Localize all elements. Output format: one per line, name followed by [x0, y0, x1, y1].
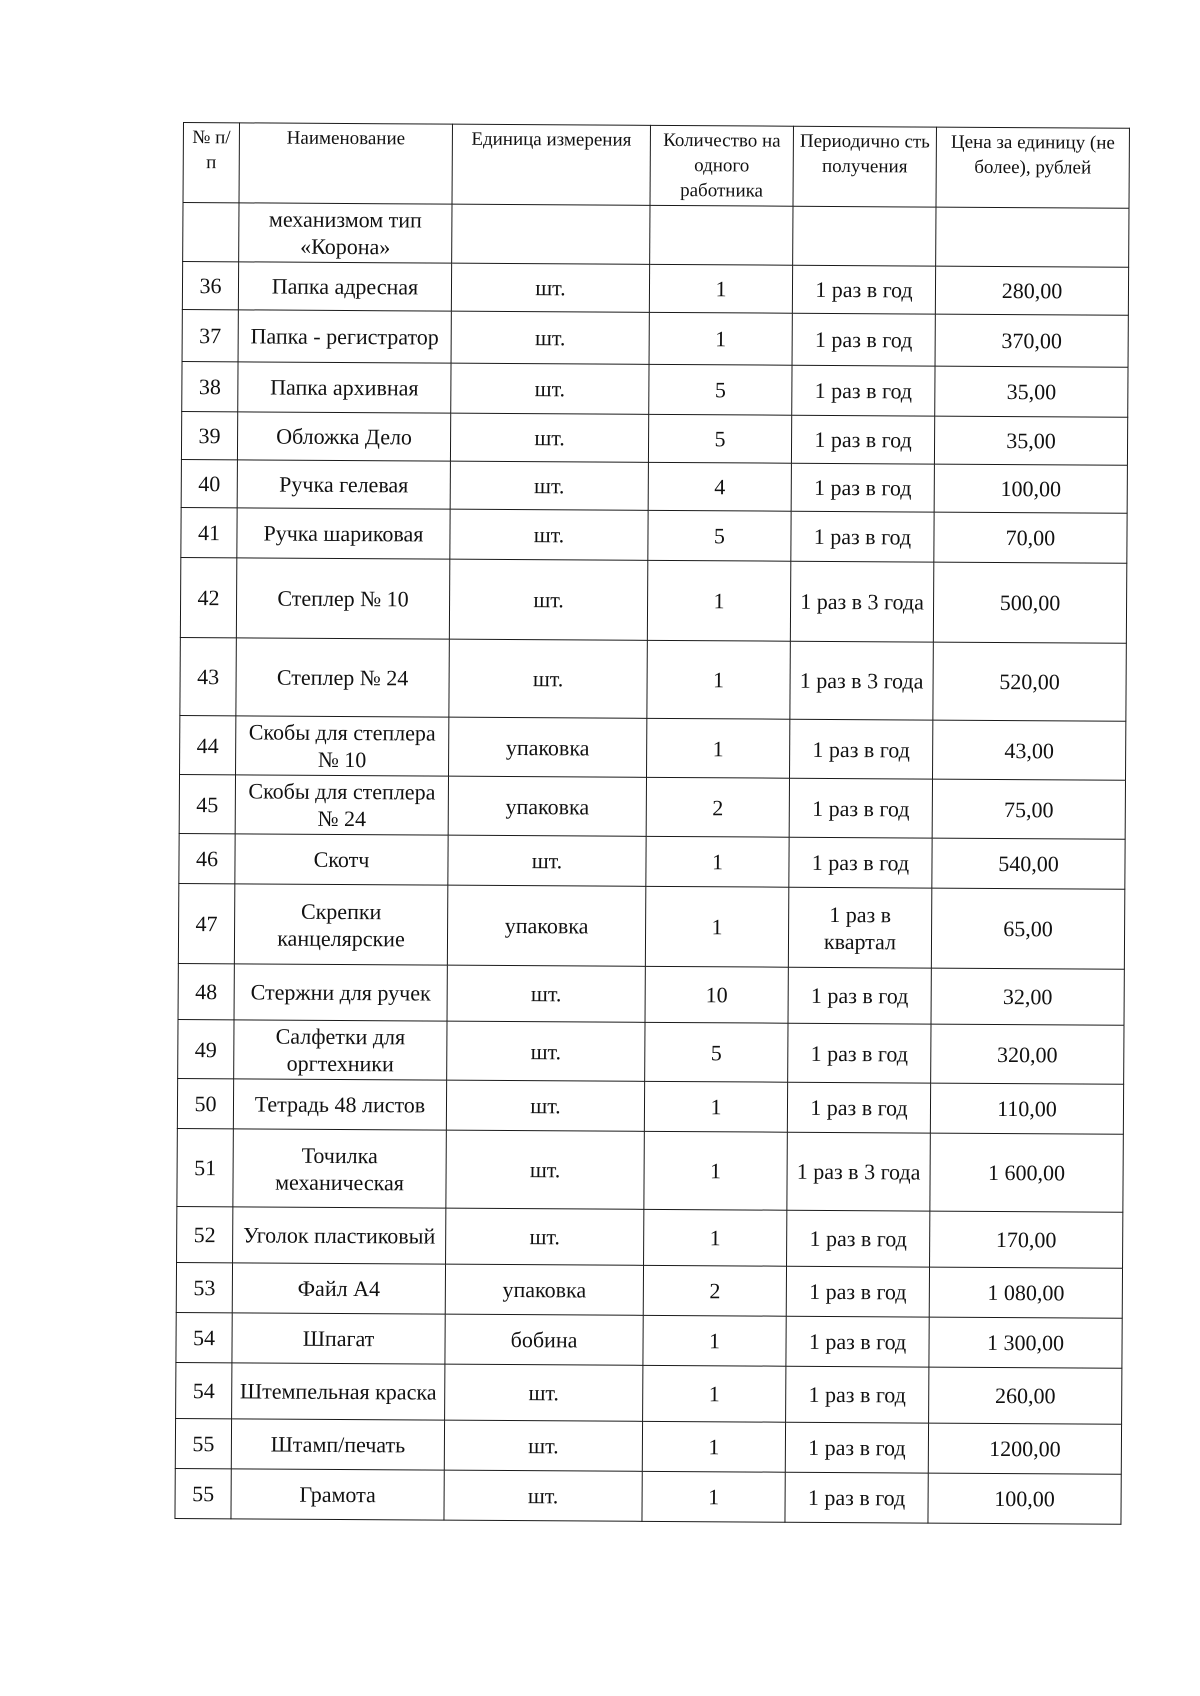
cell-unit: шт. — [446, 1080, 644, 1131]
cell-name: Ручка гелевая — [237, 460, 450, 509]
cell-qty: 5 — [645, 1022, 788, 1082]
table-row — [179, 833, 1125, 889]
table-row — [176, 1262, 1122, 1318]
cell-num: 48 — [178, 963, 234, 1019]
cell-name: Скрепки канцелярские — [234, 884, 447, 965]
cell-name: Стержни для ручек — [234, 964, 447, 1021]
cell-unit: шт. — [450, 461, 648, 510]
cell-name: Салфетки для оргтехники — [234, 1020, 447, 1080]
table-row — [179, 774, 1125, 839]
cell-qty: 1 — [647, 640, 790, 719]
cell-unit: шт. — [449, 559, 647, 640]
cell-unit: упаковка — [447, 885, 645, 966]
cell-name: Степлер № 24 — [236, 638, 449, 717]
cell-unit: шт. — [449, 639, 647, 718]
cell-period: 1 раз в год — [786, 1316, 929, 1367]
header-period: Периодично сть получения — [793, 126, 936, 207]
cell-price: 35,00 — [935, 366, 1128, 417]
cell-qty: 5 — [649, 364, 792, 415]
cell-price: 110,00 — [930, 1083, 1123, 1134]
table-row — [176, 1362, 1122, 1424]
cell-price: 32,00 — [931, 968, 1124, 1025]
cell-period: 1 раз в год — [788, 967, 931, 1024]
table-row — [177, 1128, 1123, 1212]
cell-period: 1 раз в 3 года — [787, 1132, 930, 1211]
cell-period: 1 раз в год — [790, 719, 933, 779]
cell-name: Шпагат — [232, 1313, 445, 1364]
table-row — [182, 309, 1128, 367]
cell-num: 55 — [175, 1418, 231, 1468]
cell-unit: упаковка — [449, 717, 647, 777]
continuation-row — [183, 203, 1129, 268]
cell-period: 1 раз в год — [792, 365, 935, 416]
cell-price: 320,00 — [931, 1024, 1124, 1084]
cell-price: 75,00 — [932, 779, 1125, 839]
table-row — [180, 557, 1126, 643]
cell-unit: шт. — [451, 311, 649, 364]
table-row — [181, 411, 1127, 465]
cell-period: 1 раз в год — [786, 1266, 929, 1317]
cell-num: 49 — [178, 1019, 234, 1078]
cell-qty: 5 — [648, 414, 791, 463]
cell-unit: шт. — [450, 413, 648, 462]
cell-qty: 1 — [642, 1471, 785, 1522]
cell-qty: 2 — [646, 777, 789, 837]
cell-num: 37 — [182, 309, 238, 361]
cell-qty: 1 — [642, 1421, 785, 1472]
cell-qty: 1 — [649, 264, 792, 313]
cell-qty: 1 — [646, 836, 789, 887]
cell-unit: шт. — [444, 1470, 642, 1521]
cell-period: 1 раз в год — [789, 778, 932, 838]
cell-period: 1 раз в год — [791, 415, 934, 464]
cell-unit: шт. — [444, 1420, 642, 1471]
cell-name: Точилка механическая — [233, 1129, 446, 1208]
cell-qty: 1 — [644, 1081, 787, 1132]
cell-qty: 1 — [643, 1365, 786, 1422]
cell-unit: шт. — [446, 1208, 644, 1265]
cell-period: 1 раз в год — [786, 1366, 929, 1423]
cell-qty: 2 — [643, 1265, 786, 1316]
table-row — [175, 1468, 1121, 1524]
cell-name: Файл А4 — [232, 1263, 445, 1314]
table-row — [182, 262, 1128, 316]
cell-unit: упаковка — [448, 776, 646, 836]
cell-name: Папка - регистратор — [238, 310, 451, 363]
cell-price: 70,00 — [934, 512, 1127, 563]
cell-period: 1 раз в год — [785, 1422, 928, 1473]
cell-unit: шт. — [451, 263, 649, 312]
cell-price: 520,00 — [933, 642, 1126, 721]
cell-num: 41 — [181, 507, 237, 557]
table-row — [178, 963, 1124, 1025]
table-row — [176, 1312, 1122, 1368]
cell-unit: шт. — [451, 363, 649, 414]
cell-num: 40 — [181, 459, 237, 507]
cell-price: 1 600,00 — [930, 1133, 1123, 1212]
cell-name: Скобы для степлера № 24 — [235, 775, 448, 835]
cell-period — [793, 206, 936, 266]
cell-price — [936, 207, 1129, 267]
table-row — [178, 883, 1124, 969]
cell-name: Уголок пластиковый — [233, 1207, 446, 1264]
cell-num: 53 — [176, 1262, 232, 1312]
cell-period: 1 раз в год — [787, 1210, 930, 1267]
cell-num: 43 — [180, 637, 236, 715]
cell-price: 100,00 — [934, 464, 1127, 513]
cell-qty: 10 — [645, 966, 788, 1023]
cell-qty: 1 — [647, 718, 790, 778]
table-row — [177, 1206, 1123, 1268]
cell-name: Скотч — [235, 834, 448, 885]
cell-name: Штамп/печать — [231, 1419, 444, 1470]
cell-num: 39 — [181, 411, 237, 459]
cell-num: 45 — [179, 774, 235, 833]
cell-unit: упаковка — [445, 1264, 643, 1315]
cell-unit: шт. — [445, 1364, 643, 1421]
cell-qty: 1 — [643, 1315, 786, 1366]
cell-unit: бобина — [445, 1314, 643, 1365]
cell-num: 54 — [176, 1362, 232, 1418]
cell-period: 1 раз в год — [785, 1472, 928, 1523]
cell-period: 1 раз в год — [791, 463, 934, 512]
cell-qty: 1 — [644, 1131, 787, 1210]
cell-price: 1 080,00 — [929, 1267, 1122, 1318]
cell-qty: 1 — [644, 1209, 787, 1266]
table-row — [178, 1019, 1124, 1084]
table-row — [181, 507, 1127, 563]
cell-num: 38 — [182, 361, 238, 411]
cell-price: 370,00 — [935, 314, 1128, 367]
cell-name: Грамота — [231, 1469, 444, 1520]
cell-num: 47 — [178, 883, 234, 963]
cell-qty: 5 — [648, 510, 791, 561]
header-num: № п/п — [183, 123, 239, 203]
cell-price: 500,00 — [933, 562, 1126, 643]
cell-period: 1 раз в квартал — [788, 887, 931, 968]
cell-unit — [452, 204, 650, 264]
cell-num: 54 — [176, 1312, 232, 1362]
cell-num: 51 — [177, 1128, 233, 1206]
table-row — [181, 459, 1127, 513]
cell-price: 280,00 — [935, 266, 1128, 315]
cell-price: 170,00 — [930, 1211, 1123, 1268]
cell-price: 100,00 — [928, 1473, 1121, 1524]
cell-period: 1 раз в год — [792, 265, 935, 314]
cell-qty: 4 — [648, 462, 791, 511]
cell-qty: 1 — [647, 560, 790, 641]
cell-unit: шт. — [447, 1021, 645, 1081]
cell-num: 36 — [182, 262, 238, 310]
header-name: Наименование — [239, 123, 452, 204]
table-row — [180, 715, 1126, 780]
cell-unit: шт. — [448, 835, 646, 886]
cell-num: 52 — [177, 1206, 233, 1262]
cell-name: Степлер № 10 — [236, 558, 449, 639]
cell-period: 1 раз в год — [788, 1023, 931, 1083]
cell-num: 44 — [180, 715, 236, 774]
supplies-table — [174, 122, 1130, 1525]
cell-price: 65,00 — [931, 888, 1124, 969]
cell-num: 46 — [179, 833, 235, 883]
cell-name: Папка архивная — [238, 362, 451, 413]
cell-price: 35,00 — [934, 416, 1127, 465]
cell-period: 1 раз в год — [791, 511, 934, 562]
table-row — [180, 637, 1126, 721]
header-unit: Единица измерения — [452, 124, 650, 205]
cell-period: 1 раз в год — [792, 313, 935, 366]
cell-price: 540,00 — [932, 838, 1125, 889]
cell-name: Ручка шариковая — [237, 508, 450, 559]
cell-name: Штемпельная краска — [232, 1363, 445, 1420]
cell-period: 1 раз в 3 года — [790, 561, 933, 642]
cell-price: 1 300,00 — [929, 1317, 1122, 1368]
header-price: Цена за единицу (не более), рублей — [936, 127, 1129, 208]
cell-name: Папка адресная — [238, 262, 451, 311]
cell-price: 1200,00 — [928, 1423, 1121, 1474]
cell-num: 55 — [175, 1468, 231, 1518]
cell-period: 1 раз в год — [787, 1082, 930, 1133]
cell-unit: шт. — [447, 965, 645, 1022]
cell-qty: 1 — [645, 886, 788, 967]
table-row — [175, 1418, 1121, 1474]
cell-name: механизмом тип «Корона» — [239, 203, 452, 263]
cell-unit: шт. — [450, 509, 648, 560]
cell-name: Обложка Дело — [237, 412, 450, 461]
cell-num — [183, 203, 239, 262]
cell-qty: 1 — [649, 312, 792, 365]
cell-name: Тетрадь 48 листов — [233, 1079, 446, 1130]
cell-period: 1 раз в 3 года — [790, 641, 933, 720]
cell-num: 42 — [180, 557, 236, 637]
cell-price: 43,00 — [933, 720, 1126, 780]
cell-num: 50 — [177, 1078, 233, 1128]
cell-qty — [650, 205, 793, 265]
header-row — [183, 123, 1129, 209]
cell-price: 260,00 — [929, 1367, 1122, 1424]
table-row — [177, 1078, 1123, 1134]
cell-name: Скобы для степлера № 10 — [236, 716, 449, 776]
header-qty: Количество на одного работника — [650, 125, 793, 206]
cell-period: 1 раз в год — [789, 837, 932, 888]
table-row — [182, 361, 1128, 417]
cell-unit: шт. — [446, 1130, 644, 1209]
